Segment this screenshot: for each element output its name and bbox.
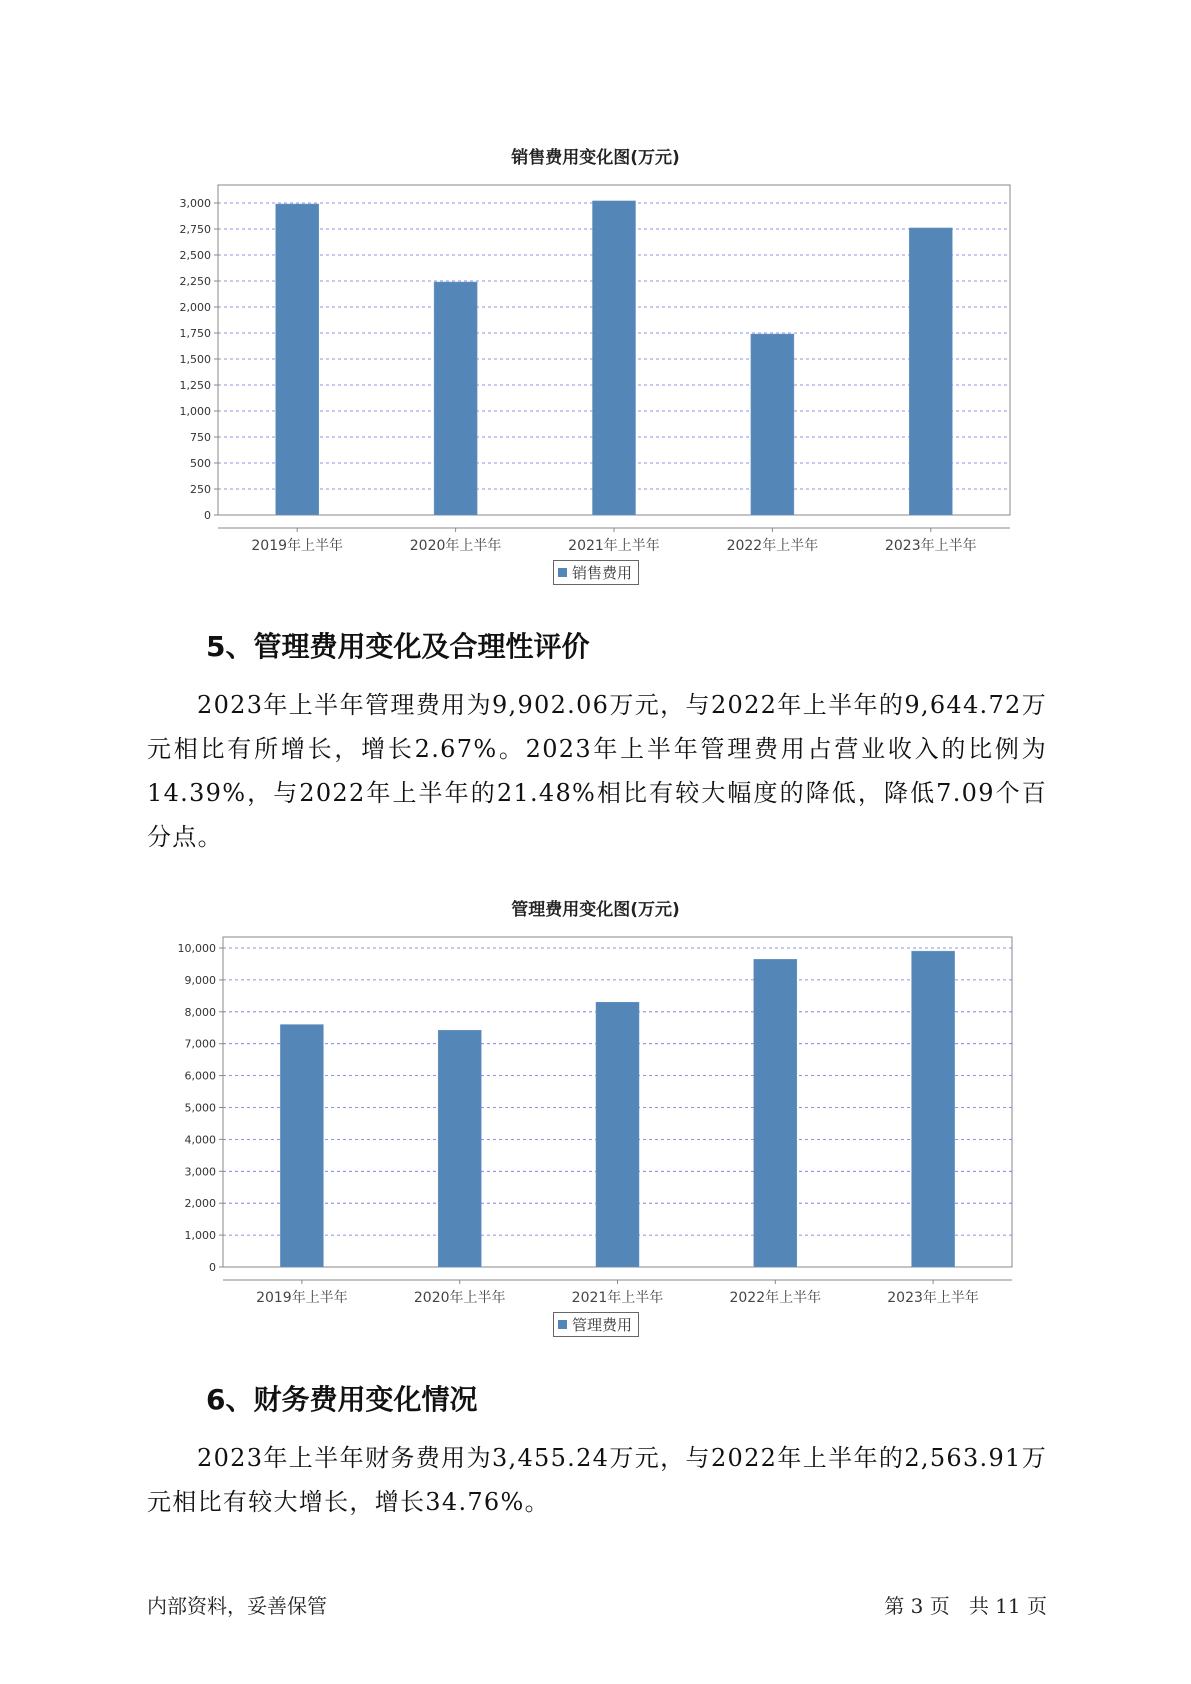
x-tick-label: 2020年上半年 <box>409 538 502 554</box>
admin-chart-title: 管理费用变化图(万元) <box>511 900 680 920</box>
bar <box>596 1002 639 1267</box>
bar <box>438 1030 481 1267</box>
bar <box>593 201 636 515</box>
x-tick-label: 2021年上半年 <box>568 538 660 554</box>
y-tick-label: 1,000 <box>184 1229 216 1243</box>
x-tick-label: 2022年上半年 <box>729 1290 822 1306</box>
y-tick-label: 2,250 <box>179 275 211 288</box>
y-tick-label: 8,000 <box>184 1005 216 1019</box>
section-heading-admin: 5、管理费用变化及合理性评价 <box>206 630 590 663</box>
footer-page-number: 第 3 页 共 11 页 <box>884 1594 1047 1618</box>
footer-confidential: 内部资料，妥善保管 <box>147 1594 327 1618</box>
x-tick-label: 2020年上半年 <box>413 1290 506 1306</box>
section-heading-finance: 6、财务费用变化情况 <box>206 1383 478 1416</box>
y-tick-label: 500 <box>190 457 211 470</box>
x-tick-label: 2019年上半年 <box>251 538 344 554</box>
x-tick-label: 2023年上半年 <box>887 1290 979 1306</box>
y-tick-label: 250 <box>190 483 211 496</box>
y-tick-label: 6,000 <box>184 1069 216 1083</box>
legend-label: 销售费用 <box>572 564 633 582</box>
y-tick-label: 1,250 <box>179 379 211 392</box>
y-tick-label: 4,000 <box>184 1133 216 1147</box>
y-tick-label: 3,000 <box>179 197 211 210</box>
y-tick-label: 2,500 <box>179 249 211 262</box>
x-tick-label: 2023年上半年 <box>884 538 977 554</box>
y-tick-label: 1,000 <box>179 405 211 418</box>
legend-swatch <box>558 568 567 577</box>
y-tick-label: 0 <box>204 509 211 522</box>
bar <box>754 959 797 1267</box>
y-tick-label: 3,000 <box>184 1165 216 1179</box>
sales-expense-chart <box>0 175 1191 595</box>
bar <box>280 1025 323 1267</box>
sales-chart-title: 销售费用变化图(万元) <box>511 148 680 168</box>
y-tick-label: 7,000 <box>184 1037 216 1051</box>
x-tick-label: 2019年上半年 <box>256 1290 348 1306</box>
legend-swatch <box>558 1320 567 1329</box>
y-tick-label: 750 <box>190 431 211 444</box>
paragraph-admin: 2023年上半年管理费用为9,902.06万元，与2022年上半年的9,644.72万元相比有所增长，增长2.67%。2023年上半年管理费用占营业收入的比例为14.39%，与2022年上半年的21.48%相比有较大幅度的降低，降低7.09个百分点。 <box>147 691 1047 851</box>
y-tick-label: 1,750 <box>179 327 211 340</box>
y-tick-label: 5,000 <box>184 1101 216 1115</box>
bar <box>751 334 794 515</box>
admin-chart-legend <box>553 1312 639 1337</box>
y-tick-label: 0 <box>209 1261 216 1274</box>
y-tick-label: 2,000 <box>179 301 211 314</box>
x-tick-label: 2022年上半年 <box>726 538 819 554</box>
y-tick-label: 1,500 <box>179 353 211 366</box>
bar <box>912 951 955 1267</box>
y-tick-label: 9,000 <box>184 973 216 987</box>
legend-label: 管理费用 <box>572 1316 633 1334</box>
y-tick-label: 10,000 <box>177 942 216 955</box>
y-tick-label: 2,000 <box>184 1197 216 1211</box>
y-tick-label: 2,750 <box>179 223 211 236</box>
admin-expense-chart <box>0 927 1191 1347</box>
bar <box>909 228 952 515</box>
x-tick-label: 2021年上半年 <box>571 1290 664 1306</box>
sales-chart-legend <box>553 560 639 585</box>
bar <box>276 204 319 515</box>
bar <box>434 282 477 515</box>
paragraph-finance: 2023年上半年财务费用为3,455.24万元，与2022年上半年的2,563.91万元相比有较大增长，增长34.76%。 <box>147 1444 1047 1516</box>
